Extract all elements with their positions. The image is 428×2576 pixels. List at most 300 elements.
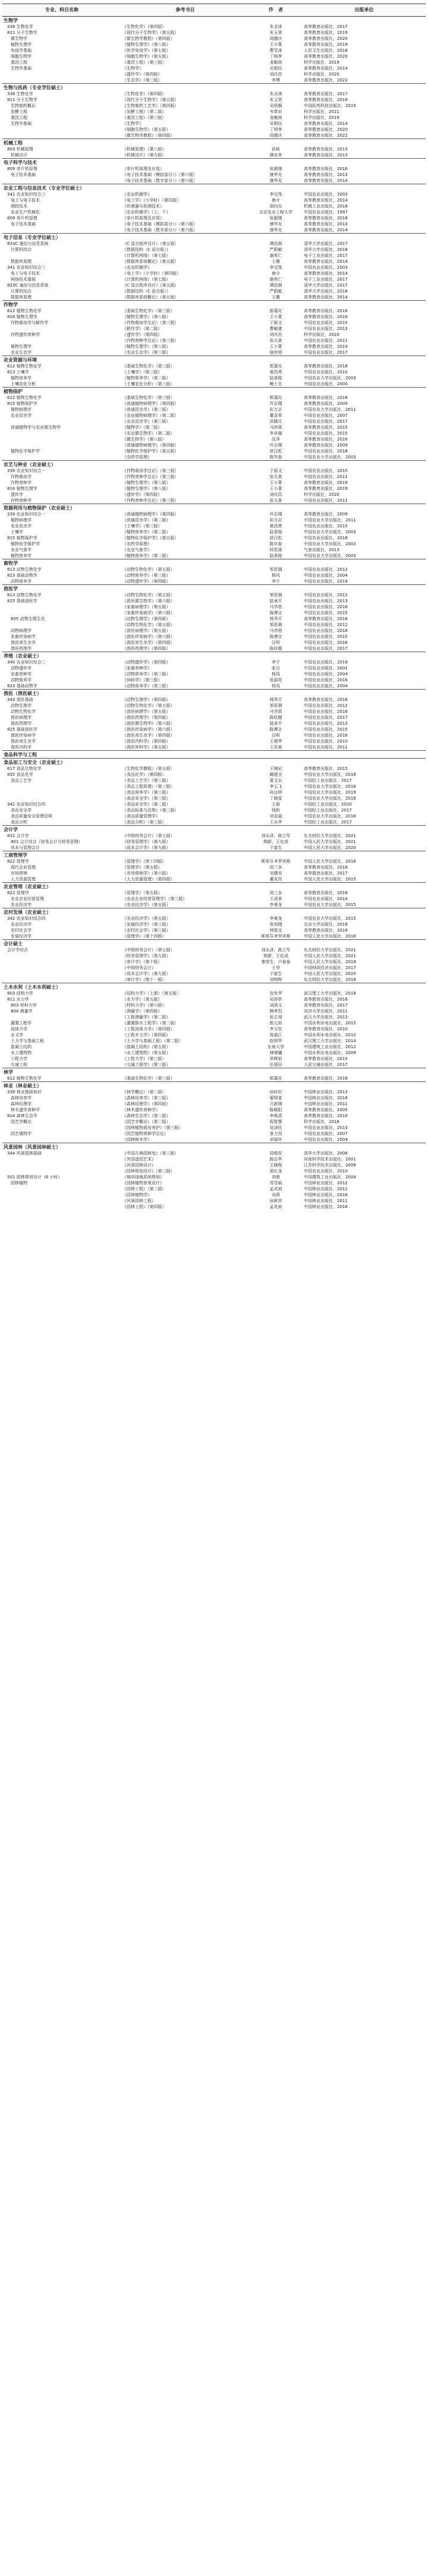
publisher-cell: 中国水利水电出版社，2010: [304, 1033, 356, 1037]
book-cell: 《植物营养学》（第二版）: [122, 530, 171, 534]
table-row: [2, 375, 426, 381]
major-cell: 农业经济学: [11, 902, 32, 907]
author-cell: 陈溥言: [269, 634, 282, 639]
publisher-cell: 高等教育出版社，2017: [304, 1003, 348, 1008]
section-row: [2, 184, 426, 192]
book-cell: 《耕作学》（第二版）: [122, 326, 162, 331]
author-cell: 赵明华: [269, 1039, 282, 1043]
author-cell: 于振文: [269, 468, 282, 473]
major-cell: 电工与电子技术: [11, 198, 40, 203]
author-cell: 康华光: [269, 178, 282, 183]
author-cell: 周德庆: [269, 36, 282, 41]
publisher-cell: 中国农业出版社，2010: [304, 1169, 348, 1174]
major-cell: 813 土壤学: [7, 370, 29, 375]
table-row: [2, 1095, 426, 1101]
major-cell: 水文学: [11, 1033, 23, 1037]
book-cell: 《传感器与检测技术》: [122, 204, 164, 209]
publisher-cell: 中国农业大学出版社，2015: [304, 902, 356, 907]
major-cell: [2, 971, 121, 977]
author-cell: 邹思湘: [269, 703, 282, 708]
section-title: 兽医学: [2, 585, 426, 593]
section-title: 农业资源与环境: [2, 356, 426, 364]
table-row: [2, 115, 426, 121]
publisher-cell: 中国农业大学出版社，2003: [304, 455, 356, 460]
major-cell: 森林经理学: [11, 1102, 32, 1106]
author-cell: 张毅刚: [269, 216, 282, 221]
table-row: [2, 1119, 426, 1125]
publisher-cell: 中国农业大学出版社，2011: [304, 518, 356, 523]
table-row: [2, 314, 426, 320]
book-cell: 《动物生物化学》（第五版）: [122, 567, 175, 572]
table-row: [2, 616, 426, 622]
book-cell: 《数据库系统概论》（第五版）: [122, 259, 179, 264]
book-cell: 《普通植物病理学》（第四版）: [122, 401, 179, 406]
publisher-cell: 中国农业大学出版社，2015: [304, 916, 356, 921]
major-cell: 兽医寄生虫学: [11, 640, 36, 645]
major-cell: 农业昆虫学: [11, 524, 32, 529]
table-row: [2, 424, 426, 430]
author-cell: 马学恩: [269, 605, 282, 609]
publisher-cell: 中国农业出版社，2015: [304, 727, 348, 732]
author-cell: 王永华: [269, 820, 282, 825]
author-cell: 北京农业工程大学: [259, 210, 292, 215]
publisher-cell: 中国林业出版社，2016: [304, 1204, 348, 1209]
publisher-cell: 东北财经大学出版社，2021: [304, 833, 356, 838]
author-cell: 陆景陵: [269, 530, 282, 534]
book-cell: 《工程流体力学》（第四版）: [122, 1027, 175, 1031]
publisher-cell: 中国农业出版社，2010: [304, 739, 348, 744]
table-row: [2, 1002, 426, 1008]
author-cell: 王小菁: [269, 344, 282, 349]
book-cell: 《农业企业经营管理学》（第三版）: [122, 897, 187, 901]
publisher-cell: 中国农业出版社，2012: [304, 567, 348, 572]
book-cell: 《兽医外科学》（第五版）: [122, 745, 171, 750]
publisher-cell: 科学出版社，2020: [304, 492, 339, 497]
major-cell: 作物育种学: [11, 480, 32, 485]
author-cell: 陈志华: [269, 1157, 282, 1162]
major-cell: 612 植物生物化学: [7, 395, 42, 400]
author-cell: 景士西: [269, 1131, 282, 1136]
author-cell: 刘庆昌: [269, 72, 282, 77]
reference-book-table: [2, 4, 426, 1210]
publisher-cell: 高等教育出版社，2016: [304, 617, 348, 621]
publisher-cell: 高等教育出版社，2022: [304, 78, 348, 83]
book-cell: 《食品工程原理》（第三版）: [122, 784, 175, 789]
table-row: [2, 1125, 426, 1131]
author-cell: 杨秀平: [269, 697, 282, 702]
author-cell: 黄昌勇: [269, 370, 282, 375]
publisher-cell: 中国农业出版社，2017: [304, 350, 348, 355]
table-row: [2, 395, 426, 401]
major-cell: 植物病理学: [11, 518, 32, 523]
table-row: [2, 103, 426, 109]
author-cell: 鲍士旦: [269, 382, 282, 386]
major-cell: 兽医药理学: [11, 721, 32, 726]
table-row: [2, 401, 426, 407]
table-row: [2, 413, 426, 419]
major-cell: 作物栽培学: [11, 474, 32, 479]
author-cell: 王小菁: [269, 42, 282, 47]
author-cell: 李秉龙: [269, 916, 282, 921]
section-title: 风景园林（风景园林硕士）: [2, 1143, 426, 1151]
author-cell: 斯蒂芬·P.罗宾斯: [261, 934, 291, 939]
publisher-cell: 高等教育出版社，2014: [304, 295, 348, 300]
major-cell: [2, 1156, 121, 1162]
author-cell: 马学恩: [269, 628, 282, 633]
book-cell: 《农药学原理》: [122, 455, 152, 460]
book-cell: 《作物育种学总论》（第三版）: [122, 474, 179, 479]
major-cell: 816 植物生理学: [7, 314, 37, 319]
table-row: [2, 896, 426, 902]
publisher-cell: 中国农业大学出版社，2003: [304, 553, 356, 558]
book-cell: 《普通昆虫学》（第二版）: [122, 518, 171, 523]
author-cell: 张毅刚: [269, 166, 282, 171]
book-cell: 《林木遗传育种学》: [122, 1108, 160, 1112]
publisher-cell: 高等教育出版社，2016: [304, 928, 348, 933]
section-title: 食品加工与安全（农业硕士）: [2, 759, 426, 766]
table-row: [2, 965, 426, 971]
publisher-cell: 中国轻工业出版社，2017: [304, 778, 352, 783]
book-cell: 《生物制药工艺学》（第四版）: [122, 103, 179, 108]
section-title: 生物学: [2, 17, 426, 24]
author-cell: 王华: [272, 965, 280, 970]
major-cell: 植物化学保护学: [11, 542, 40, 546]
author-cell: 张天真: [269, 338, 282, 343]
section-title: 资源利用与植物保护（农业硕士）: [2, 504, 426, 512]
author-cell: 黄昌勇: [269, 524, 282, 529]
book-cell: 《植物营养学》（第二版）: [122, 376, 171, 380]
table-row: [2, 203, 426, 209]
author-cell: 刘鸿文: [269, 1003, 282, 1008]
book-cell: 《财务管理学》（第九版）: [122, 839, 171, 844]
publisher-cell: 中国农业出版社，2010: [304, 524, 348, 529]
table-row: [2, 990, 426, 996]
publisher-cell: 中国农业出版社，2015: [304, 634, 348, 639]
book-cell: 《成本会计学》（第九版）: [122, 971, 171, 976]
major-cell: 数据库原理: [11, 295, 32, 300]
table-row: [2, 547, 426, 553]
publisher-cell: 高等教育出版社，2009: [304, 443, 348, 448]
major-cell: 613 动物生物化学: [7, 593, 42, 597]
publisher-cell: 中国人民大学出版社，2018: [304, 859, 356, 864]
book-cell: 《农业植物病理学》（第二版）: [122, 413, 179, 418]
book-cell: 《基础生物化学》（第三版）: [122, 395, 175, 400]
book-cell: 《植物学》（第二版）: [122, 425, 162, 430]
author-cell: 唐介: [272, 198, 280, 203]
book-cell: 《微生物学》（第八版）: [122, 437, 166, 442]
book-cell: 《基础生物化学》（第三版）: [122, 1076, 175, 1081]
publisher-cell: 中国农业出版社，2003: [304, 265, 348, 270]
book-cell: 《园林植物景观设计》: [122, 1181, 164, 1185]
major-cell: 食品安全学: [11, 808, 32, 813]
book-cell: 《兽医药理学》（第四版）: [122, 715, 171, 720]
publisher-cell: 中国农业出版社，2019: [304, 660, 348, 665]
major-cell: 农业昆虫学: [11, 413, 32, 418]
major-cell: 植物营养学: [11, 553, 32, 558]
major-cell: 市场营销: [11, 871, 27, 876]
book-cell: 《森林培育学》（第三版）: [122, 1096, 171, 1100]
major-cell: 811 分子生物学: [7, 97, 37, 102]
publisher-cell: 中国农业出版社，2013: [304, 1125, 348, 1130]
section-row: [2, 234, 426, 241]
book-cell: 《生物化学教程》（第五版）: [122, 766, 175, 771]
table-row: [2, 344, 426, 350]
table-row: [2, 71, 426, 77]
book-cell: 《作物育种学总论》（第三版）: [122, 338, 179, 343]
section-title: 兽医（兽医硕士）: [2, 690, 426, 697]
publisher-cell: 中国农业出版社，2016: [304, 628, 348, 633]
book-cell: 《现代分子生物学》（第五版）: [122, 30, 179, 35]
table-row: [2, 640, 426, 646]
major-cell: 园艺学概论: [11, 1119, 32, 1124]
table-row: [2, 221, 426, 227]
table-row: [2, 1204, 426, 1210]
table-row: [2, 738, 426, 744]
major-cell: [2, 227, 121, 234]
publisher-cell: 中国农业出版社，2018: [304, 449, 348, 454]
author-cell: 钟涨宝: [269, 928, 282, 933]
book-cell: 《兽医药理学》（第四版）: [122, 646, 171, 651]
section-title: 会计学: [2, 826, 426, 833]
table-row: [2, 715, 426, 721]
table-row: [2, 276, 426, 282]
major-cell: [2, 953, 121, 959]
table-row: [2, 784, 426, 790]
major-cell: 电子技术基础: [11, 222, 36, 227]
publisher-cell: 高等教育出版社，2005: [304, 1108, 348, 1112]
publisher-cell: 人民交通出版社，2017: [304, 1062, 348, 1067]
major-cell: 微生物学: [11, 36, 27, 41]
author-cell: 严蔚敏: [269, 247, 282, 252]
major-cell: [2, 1168, 121, 1174]
section-title: 农艺与种业（农业硕士）: [2, 461, 426, 468]
major-cell: [2, 790, 121, 795]
author-cell: 段若溪: [269, 548, 282, 552]
major-cell: 822 管理学: [7, 859, 29, 864]
author-cell: 孙桓: [272, 147, 280, 152]
book-cell: 《遗传学》（第四版）: [122, 492, 162, 497]
publisher-cell: 中国农业出版社，2011: [304, 745, 348, 750]
book-cell: 《动物生理学》（第四版）: [122, 617, 171, 621]
book-cell: 《作物栽培学总论》（第三版）: [122, 320, 179, 325]
book-cell: 《食品标准与法规》（第二版）: [122, 808, 179, 813]
author-cell: 王珊: [272, 295, 280, 300]
book-cell: 《工程力学》（第三版）: [122, 1056, 166, 1061]
book-cell: 《农业经济学》（第五版）: [122, 916, 171, 921]
table-row: [2, 146, 426, 152]
major-cell: 食品分析: [11, 820, 27, 825]
section-title: 养殖（农业硕士）: [2, 652, 426, 660]
book-cell: 《电子技术基础（数字部分）》（第六版）: [122, 178, 197, 183]
major-cell: 341 农业知识综合三: [7, 192, 46, 197]
table-row: [2, 634, 426, 640]
table-row: [2, 1075, 426, 1082]
table-row: [2, 858, 426, 864]
book-cell: 《发酵工程》（第二版）: [122, 109, 166, 114]
author-cell: 董金皋: [269, 413, 282, 418]
publisher-cell: 高等教育出版社，2014: [304, 66, 348, 71]
author-cell: 詹道江: [269, 1033, 282, 1037]
major-cell: [2, 965, 121, 971]
publisher-cell: 高等教育出版社，2016: [304, 437, 348, 442]
book-cell: 《市场营销学》（第六版）: [122, 871, 171, 876]
author-cell: 孟兆祯: [269, 1204, 282, 1209]
book-cell: 《生态学》（第三版）: [122, 78, 162, 83]
table-row: [2, 1162, 426, 1168]
major-cell: 成本与管理会计: [11, 845, 40, 850]
author-cell: 秦荣生，卢春泉: [261, 960, 291, 964]
author-cell: 翟明普: [269, 1096, 282, 1100]
book-cell: 《动物遗传学》（第四版）: [122, 660, 171, 665]
publisher-cell: 高等教育出版社，2009: [304, 401, 348, 406]
table-row: [2, 121, 426, 127]
section-row: [2, 908, 426, 916]
publisher-cell: 高等教育出版社，2015: [304, 425, 348, 430]
publisher-cell: 中国农业出版社，2014: [304, 897, 348, 901]
author-cell: 严蔚敏: [269, 289, 282, 294]
section-row: [2, 759, 426, 766]
publisher-cell: 高等教育出版社，2010: [304, 1027, 348, 1031]
table-row: [2, 172, 426, 178]
major-cell: 生物制药概论: [11, 103, 36, 108]
author-cell: 董克用: [269, 877, 282, 882]
publisher-cell: 高等教育出版社，2019: [304, 480, 348, 485]
publisher-cell: 中国建筑工业出版社，2004: [304, 1175, 356, 1180]
publisher-cell: 高等教育出版社，2020: [304, 127, 348, 132]
section-title: 生物与医药（专业学位硕士）: [2, 84, 426, 92]
publisher-cell: 同济大学出版社，2011: [304, 1009, 348, 1014]
publisher-cell: 高等教育出版社，2018: [304, 309, 348, 313]
publisher-cell: 中国农业出版社，2013: [304, 599, 348, 603]
author-cell: 张丽英: [269, 678, 282, 682]
table-row: [2, 1062, 426, 1068]
table-row: [2, 350, 426, 356]
publisher-cell: 高等教育出版社，2016: [304, 166, 348, 171]
section-title: 电子信息（专业学位硕士）: [2, 234, 426, 241]
book-cell: 《工程水文学》（第四版）: [122, 1033, 171, 1037]
table-row: [2, 927, 426, 933]
major-cell: 森林培育学: [11, 1096, 32, 1100]
publisher-cell: 电子工业出版社，2017: [304, 253, 348, 258]
book-cell: 《食品营养学》（第三版）: [122, 790, 171, 795]
major-cell: 613 动物生物化学: [7, 567, 42, 572]
table-row: [2, 813, 426, 819]
book-cell: 《微生物学教程》（第四版）: [122, 133, 175, 138]
author-cell: 陈年春: [269, 455, 282, 460]
table-row: [2, 332, 426, 338]
publisher-cell: 中国农业出版社，2016: [304, 709, 348, 714]
author-cell: 夏文水: [269, 778, 282, 783]
table-row: [2, 683, 426, 690]
major-cell: [2, 419, 121, 424]
publisher-cell: 中国人民大学出版社，2019: [304, 960, 356, 964]
section-title: 畜牧学: [2, 559, 426, 567]
table-row: [2, 622, 426, 628]
publisher-cell: 中国农业出版社，2016: [304, 605, 348, 609]
table-row: [2, 42, 426, 48]
table-row: [2, 535, 426, 541]
book-cell: 《城市绿地系统规划》: [122, 1175, 164, 1180]
major-cell: [2, 1137, 121, 1143]
table-row: [2, 48, 426, 54]
publisher-cell: 气象出版社，2013: [304, 548, 339, 552]
publisher-cell: 北京大学出版社，2019: [304, 922, 348, 927]
book-cell: 《兽医微生物学》（第六版）: [122, 721, 175, 726]
section-row: [2, 356, 426, 364]
publisher-cell: 中国林业出版社，2011: [304, 1102, 348, 1106]
book-cell: 《动物营养学》（第三版）: [122, 672, 171, 677]
publisher-cell: 高等教育出版社，2014: [304, 259, 348, 264]
major-cell: [2, 959, 121, 965]
table-row: [2, 65, 426, 71]
major-cell: 兽医传染病学: [11, 733, 36, 738]
publisher-cell: 中国农业出版社，2013: [304, 721, 348, 726]
publisher-cell: 科学出版社，2018: [304, 1119, 339, 1124]
major-cell: [2, 454, 121, 461]
author-cell: 杨秀平: [269, 617, 282, 621]
publisher-cell: 高等教育出版社，2017: [304, 92, 348, 96]
major-cell: [2, 1198, 121, 1204]
major-cell: 细胞生物学: [11, 54, 32, 59]
publisher-cell: 中国农业出版社，2015: [304, 468, 348, 473]
table-row: [2, 578, 426, 585]
book-cell: 《结构力学》（上册）（第五版）: [122, 991, 181, 996]
publisher-cell: 中国农业出版社，2004: [304, 1137, 348, 1142]
author-cell: 王小菁: [269, 486, 282, 491]
author-cell: 刘永泽，陈立军: [261, 833, 291, 838]
publisher-cell: 中国财政经济出版社，2017: [304, 965, 356, 970]
book-cell: 《森林生态学》（第二版）: [122, 1114, 171, 1118]
author-cell: 濮良贵: [269, 153, 282, 158]
section-row: [2, 826, 426, 833]
table-row: [2, 744, 426, 751]
table-row: [2, 1156, 426, 1162]
major-cell: 605 动物生理生化: [11, 617, 45, 621]
publisher-cell: 高等教育出版社，2013: [304, 153, 348, 158]
major-cell: 兽医药理学: [11, 646, 32, 651]
section-title: 电子科学与技术: [2, 159, 426, 166]
author-cell: 李宁: [272, 660, 280, 665]
book-cell: 《兽医病理学》（第五版）: [122, 628, 171, 633]
author-cell: 曹敏建: [269, 326, 282, 331]
table-row: [2, 1198, 426, 1204]
publisher-cell: 中国农业出版社，2007: [304, 413, 348, 418]
book-cell: 《普通植物病理学》（第四版）: [122, 443, 179, 448]
table-row: [2, 529, 426, 535]
publisher-cell: 科学出版社，2019: [304, 60, 339, 65]
publisher-cell: 中国农业出版社，2001: [304, 666, 348, 671]
table-row: [2, 1056, 426, 1062]
table-row: [2, 709, 426, 715]
author-cell: 马炜梁: [269, 425, 282, 430]
book-cell: 《管理学》（第五版）: [122, 865, 162, 870]
table-row: [2, 241, 426, 247]
publisher-cell: 高等教育出版社，2013: [304, 222, 348, 227]
book-cell: 《农药学原理》: [122, 542, 152, 546]
book-cell: 《发展经济学》（第三版）: [122, 922, 171, 927]
book-cell: 《园艺植物育种学总论》: [122, 1131, 168, 1136]
major-cell: 343 兽医基础: [7, 697, 33, 702]
publisher-cell: 高等教育出版社，2018: [304, 865, 348, 870]
table-row: [2, 819, 426, 826]
book-cell: 《食品化学》（第四版）: [122, 772, 166, 777]
author-cell: 包世华: [269, 991, 282, 996]
author-cell: 徐汉虹: [269, 449, 282, 454]
author-cell: 周三多: [269, 891, 282, 895]
book-cell: 《动物生物化学》（第五版）: [122, 593, 175, 597]
publisher-cell: 清华大学出版社，2008: [304, 1151, 348, 1156]
section-title: 工商管理学: [2, 851, 426, 859]
